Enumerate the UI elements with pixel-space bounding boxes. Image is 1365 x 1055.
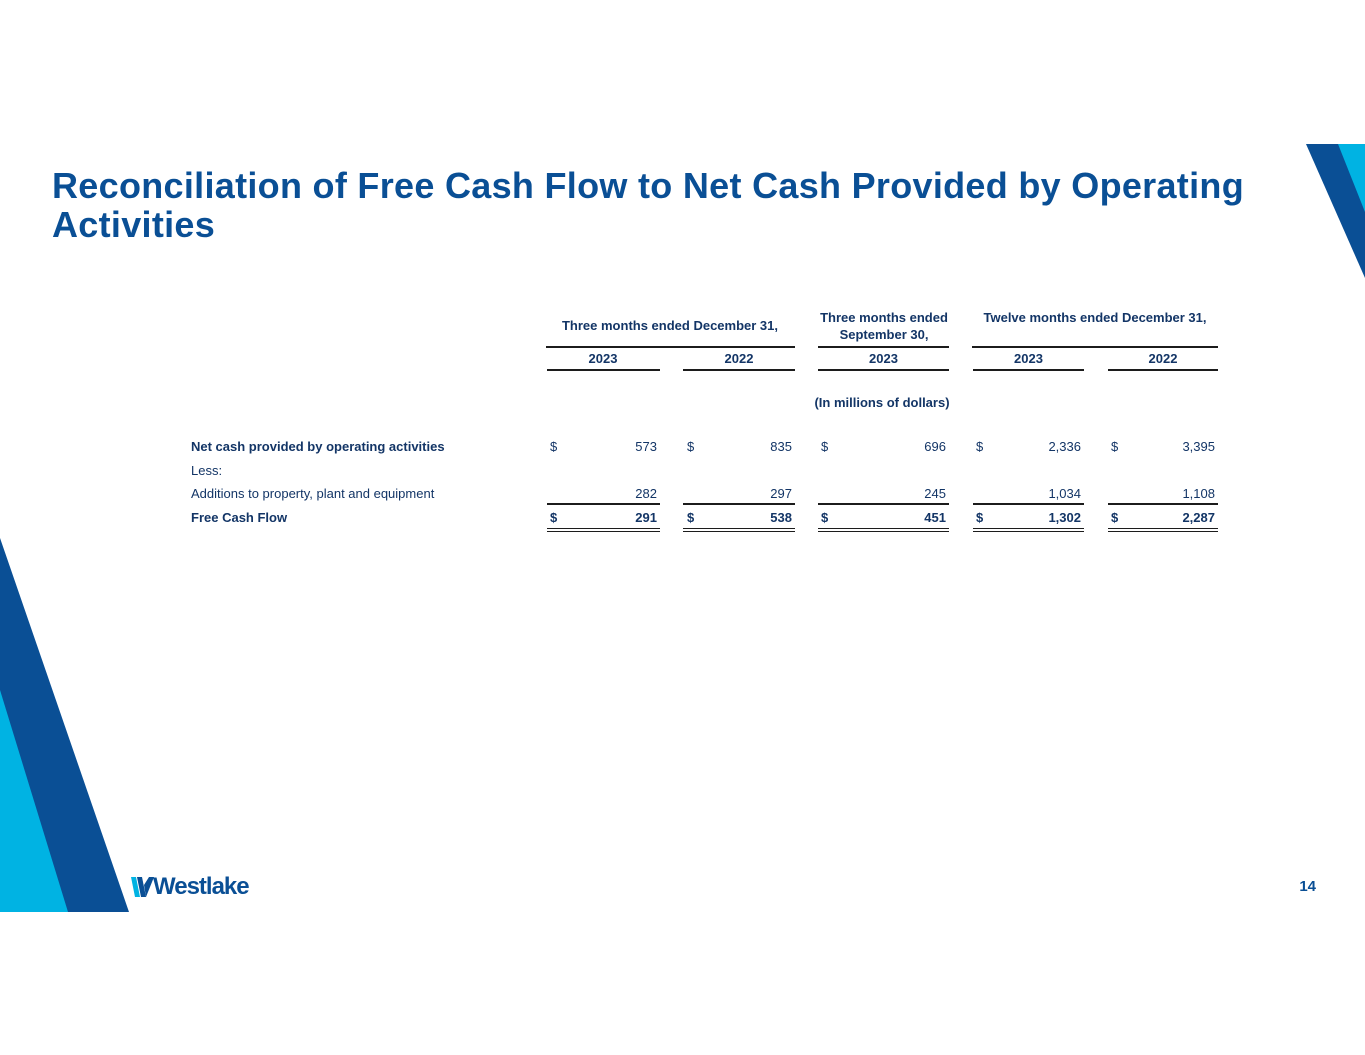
year-header: 2023 (588, 351, 618, 366)
currency-symbol: $ (687, 439, 695, 454)
table-cell: 1,108 (1182, 486, 1215, 501)
currency-symbol: $ (821, 510, 829, 525)
total-double-rule (973, 528, 1084, 532)
table-cell: 573 (635, 439, 657, 454)
year-header: 2022 (724, 351, 754, 366)
table-cell: 835 (770, 439, 792, 454)
table-cell: 297 (770, 486, 792, 501)
header-rule (818, 346, 949, 348)
total-double-rule (683, 528, 795, 532)
total-double-rule (547, 528, 660, 532)
table-cell: 1,302 (1048, 510, 1081, 525)
year-rule (818, 369, 949, 371)
table-cell: 2,287 (1182, 510, 1215, 525)
year-rule (683, 369, 795, 371)
logo-text: Westlake (153, 873, 249, 900)
table-cell: 2,336 (1048, 439, 1081, 454)
column-group-header: Twelve months ended December 31, (983, 310, 1207, 325)
year-header: 2023 (869, 351, 898, 366)
currency-symbol: $ (550, 510, 558, 525)
subtotal-rule (973, 503, 1084, 505)
row-label: Free Cash Flow (191, 510, 288, 525)
table-cell: 3,395 (1182, 439, 1215, 454)
westlake-logo (131, 872, 249, 902)
column-group-header: Three months ended December 31, (561, 318, 778, 333)
page-background (0, 912, 1365, 1055)
subtotal-rule (547, 503, 660, 505)
currency-symbol: $ (1111, 510, 1119, 525)
page-title: Reconciliation of Free Cash Flow to Net Cash Provided by Operating Activities (52, 165, 1244, 245)
table-cell: 451 (924, 510, 946, 525)
year-header: 2022 (1148, 351, 1178, 366)
year-rule (547, 369, 660, 371)
subtotal-rule (1108, 503, 1218, 505)
currency-symbol: $ (976, 510, 984, 525)
unit-note: (In millions of dollars) (814, 395, 950, 410)
header-rule (546, 346, 795, 348)
page-number: 14 (1299, 878, 1316, 895)
row-label: Net cash provided by operating activities (191, 439, 445, 454)
header-rule (972, 346, 1218, 348)
subtotal-rule (683, 503, 795, 505)
currency-symbol: $ (1111, 439, 1119, 454)
table-cell: 282 (635, 486, 657, 501)
currency-symbol: $ (821, 439, 829, 454)
table-cell: 291 (635, 510, 657, 525)
table-cell: 696 (924, 439, 946, 454)
year-rule (973, 369, 1084, 371)
currency-symbol: $ (550, 439, 558, 454)
currency-symbol: $ (976, 439, 984, 454)
table-cell: 1,034 (1048, 486, 1081, 501)
currency-symbol: $ (687, 510, 695, 525)
column-group-header: Three months ended September 30, (820, 310, 948, 342)
year-header: 2023 (1014, 351, 1043, 366)
total-double-rule (818, 528, 949, 532)
year-rule (1108, 369, 1218, 371)
row-label: Additions to property, plant and equipment (191, 486, 435, 501)
table-cell: 538 (770, 510, 792, 525)
subtotal-rule (818, 503, 949, 505)
table-cell: 245 (924, 486, 946, 501)
total-double-rule (1108, 528, 1218, 532)
westlake-w-mark-icon (131, 876, 155, 898)
row-label: Less: (191, 463, 223, 478)
